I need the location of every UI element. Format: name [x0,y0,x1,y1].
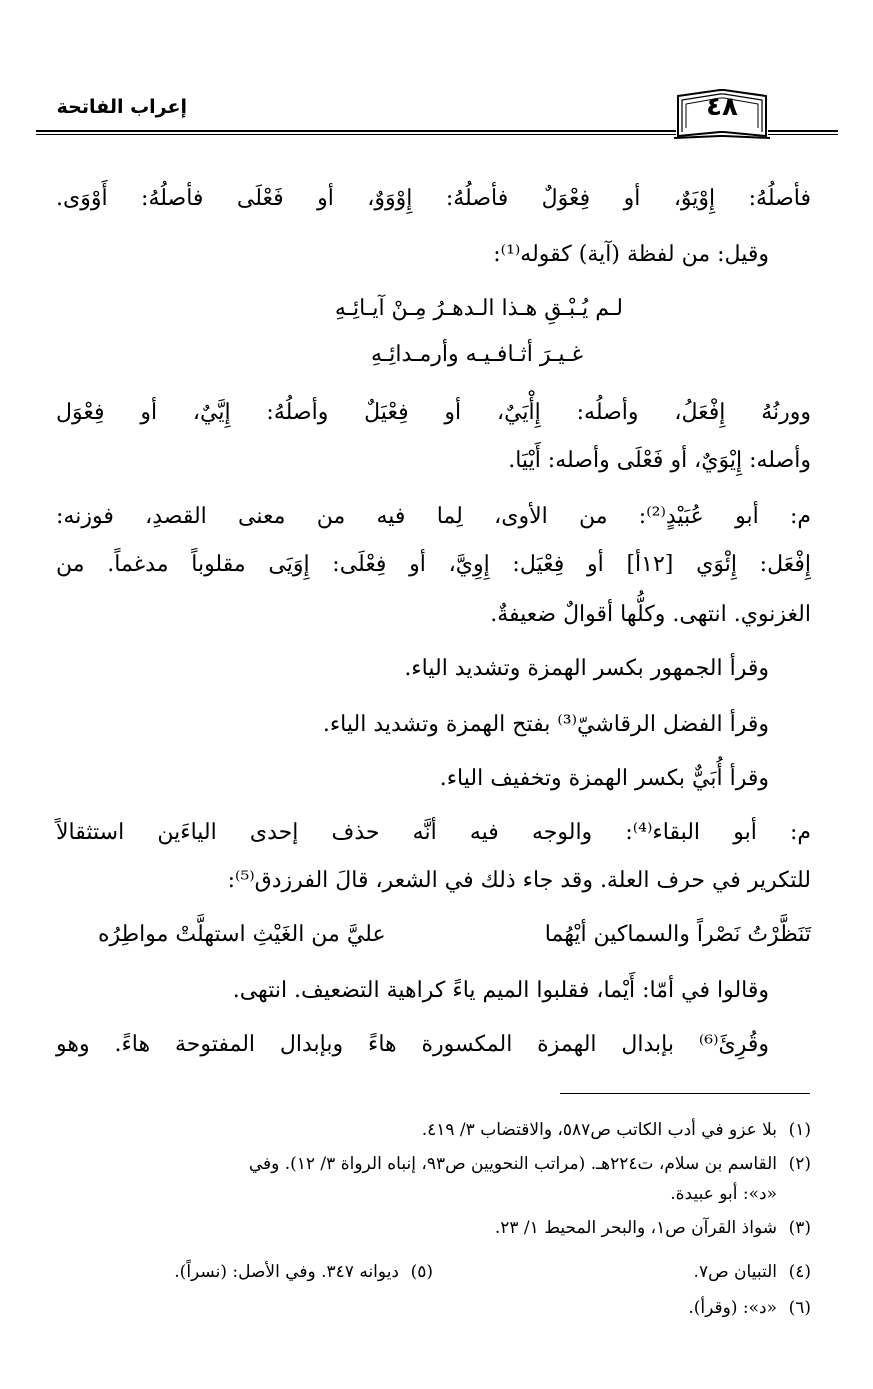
text-line: م: أبو عُبَيْدٍ⁽²⁾: من الأوى، لِما فيه من معنى القصدِ، فوزنه: [56,504,811,529]
text-line: وقرأ الجمهور بكسر الهمزة وتشديد الياء. [404,656,769,681]
footnote-number: (١) [788,1120,811,1140]
footnote-text: شواذ القرآن ص١، والبحر المحيط ١/ ٢٣. [494,1218,777,1238]
footnote-text: القاسم بن سلام، ت٢٢٤هـ. (مراتب النحويين ص٩٣، إنباه الرواة ٣/ ١٢). وفي [248,1154,777,1174]
footnote-number: (٣) [788,1218,811,1238]
text-line: وورنُهُ إِفْعَلُ، وأصلُه: إِأْيَيٌ، أو فِعْيَلٌ وأصلُهُ: إِيَّيٌ، أو فِعْوَل [56,400,811,425]
text-line: وقُرِئَ⁽⁶⁾ بإبدال الهمزة المكسورة هاءً وبإبدال المفتوحة هاءً. وهو [56,1032,769,1057]
text-line: وقرأ الفضل الرقاشيّ⁽³⁾ بفتح الهمزة وتشديد الياء. [322,712,769,737]
text-line: إِفْعَل: إِئْوَي [١٢أ] أو فِعْيَل: إِوِيَّ، أو فِعْلَى: إِوَيَى مقلوباً مدغماً. من [56,552,811,577]
text-line: وقالوا في أمّا: أَيْما، فقلبوا الميم ياءً كراهية التضعيف. انتهى. [232,978,769,1003]
footnote-number: (٤) [788,1262,811,1282]
running-title: إعراب الفاتحة [56,96,187,118]
footnote-text: «د»: أبو عبيدة. [670,1184,777,1204]
text-line: وأصله: إِيْوَيٌ، أو فَعْلَى وأصله: أَيْيَا. [508,448,811,473]
footnote-number: (٦) [788,1298,811,1318]
footnote-continuation [670,1182,777,1206]
header-rule [36,130,676,132]
footnote [422,1118,811,1142]
header-rule-thin [36,134,676,135]
text-line: فأصلُهُ: إِوْيَوٌ، أو فِعْوَلٌ فأصلُهُ: إِوْوَوٌ، أو فَعْلَى فأصلُهُ: أَوْوَى. [56,186,811,211]
verse-line: لـم يُـبْـقِ هـذا الـدهـرُ مِـنْ آيـائِـهِ [334,296,623,321]
text-line: م: أبو البقاء⁽⁴⁾: والوجه فيه أنَّه حذف إحدى الياءَين استثقالاً [56,820,811,845]
footnote-text: بلا عزو في أدب الكاتب ص٥٨٧، والاقتضاب ٣/ ٤١٩. [421,1120,777,1140]
footnote-text: التبيان ص٧. [693,1262,777,1282]
verse-first-hemistich: تَنَظَّرْتُ نَصْراً والسماكين أيْهُما [544,922,811,947]
footnote-number: (٥) [410,1262,433,1282]
footnote [688,1296,811,1320]
footnote [174,1260,433,1284]
footnote-text: ديوانه ٣٤٧. وفي الأصل: (نسراً). [174,1262,399,1282]
footnote-number: (٢) [788,1154,811,1174]
text-line: وقيل: من لفظة (آية) كقوله⁽¹⁾: [493,242,769,267]
text-line: وقرأ أُبَيٌّ بكسر الهمزة وتخفيف الياء. [439,766,769,791]
footnote [495,1216,811,1240]
header-rule-right [768,130,838,132]
page-number: ٤٨ [706,92,738,122]
verse-second-hemistich: عليَّ من الغَيْثِ استهلَّتْ مواطِرُه [98,922,386,947]
header-rule-right-thin [768,134,838,135]
footnote-text: «د»: (وقرأ). [688,1298,777,1318]
footnote-separator [560,1093,810,1094]
footnote [694,1260,811,1284]
text-line: الغزنوي. انتهى. وكلُّها أقوالٌ ضعيفةٌ. [490,602,811,627]
verse-line: غـيـرَ أثـافـيـه وأرمـدائِـهِ [371,342,583,367]
footnote [249,1152,811,1176]
text-line: للتكرير في حرف العلة. وقد جاء ذلك في الشعر، قالَ الفرزدق⁽⁵⁾: [227,868,811,893]
